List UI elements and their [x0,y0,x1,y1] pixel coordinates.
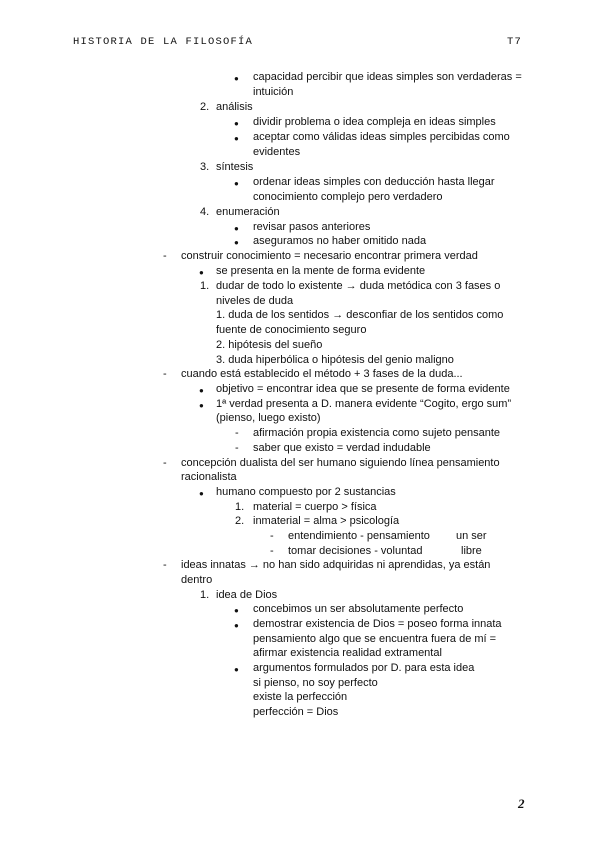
text-line: ideas innatas → no han sido adquiridas ni aprendidas, ya están [181,559,491,571]
text-line: ordenar ideas simples con deducción hasta llegar [253,176,495,188]
text-line: un ser [456,530,487,542]
text-line: niveles de duda [216,295,294,307]
text-line: tomar decisiones - voluntad [288,545,423,557]
dash-marker: - [235,427,239,439]
dash-marker: - [163,559,167,571]
text-line: racionalista [181,471,237,483]
text-line: 2. hipótesis del sueño [216,339,323,351]
number-marker: 2. [200,101,210,113]
bullet-marker: ● [234,74,239,83]
number-marker: 1. [200,280,210,292]
dash-marker: - [235,442,239,454]
bullet-marker: ● [234,179,239,188]
bullet-marker: ● [234,621,239,630]
text-line: dudar de todo lo existente → duda metódica con 3 fases o [216,280,501,292]
text-line: pensamiento algo que se encuentra fuera de mí = [253,633,497,645]
text-line: afirmación propia existencia como sujeto pensante [253,427,501,439]
document-header-title: HISTORIA DE LA FILOSOFÍA [73,36,254,48]
text-line: conocimiento complejo pero verdadero [253,191,443,203]
bullet-marker: ● [234,224,239,233]
text-line: intuición [253,86,294,98]
text-line: humano compuesto por 2 sustancias [216,486,396,498]
dash-marker: - [163,368,167,380]
text-line: análisis [216,101,253,113]
text-line: concepción dualista del ser humano siguiendo línea pensamiento [181,457,500,469]
dash-marker: - [270,545,274,557]
bullet-marker: ● [199,401,204,410]
text-line: si pienso, no soy perfecto [253,677,378,689]
text-line: dividir problema o idea compleja en ideas simples [253,116,496,128]
dash-marker: - [270,530,274,542]
number-marker: 1. [235,501,245,513]
text-line: enumeración [216,206,280,218]
text-line: evidentes [253,146,301,158]
text-line: demostrar existencia de Dios = poseo forma innata [253,618,502,630]
text-line: afirmar existencia realidad extramental [253,647,442,659]
text-line: 1ª verdad presenta a D. manera evidente “Cogito, ergo sum” [216,398,512,410]
text-line: entendimiento - pensamiento [288,530,430,542]
text-line: idea de Dios [216,589,278,601]
text-line: dentro [181,574,213,586]
text-line: síntesis [216,161,254,173]
text-line: 3. duda hiperbólica o hipótesis del genio maligno [216,354,454,366]
page-number: 2 [518,796,525,811]
text-line: perfección = Dios [253,706,339,718]
bullet-marker: ● [234,606,239,615]
text-line: 1. duda de los sentidos → desconfiar de los sentidos como [216,309,504,321]
text-line: saber que existo = verdad indudable [253,442,431,454]
text-line: se presenta en la mente de forma evidente [216,265,426,277]
text-line: inmaterial = alma > psicología [253,515,400,527]
bullet-marker: ● [199,268,204,277]
dash-marker: - [163,250,167,262]
bullet-marker: ● [234,665,239,674]
text-line: cuando está establecido el método + 3 fases de la duda... [181,368,463,380]
bullet-marker: ● [199,489,204,498]
text-line: existe la perfección [253,691,348,703]
number-marker: 2. [235,515,245,527]
number-marker: 1. [200,589,210,601]
number-marker: 4. [200,206,210,218]
bullet-marker: ● [199,386,204,395]
text-line: fuente de conocimiento seguro [216,324,367,336]
text-line: concebimos un ser absolutamente perfecto [253,603,464,615]
text-line: capacidad percibir que ideas simples son verdaderas = [253,71,522,83]
document-header-code: T7 [507,36,523,48]
text-line: (pienso, luego existo) [216,412,321,424]
number-marker: 3. [200,161,210,173]
text-line: revisar pasos anteriores [253,221,371,233]
text-line: argumentos formulados por D. para esta idea [253,662,475,674]
dash-marker: - [163,457,167,469]
text-line: construir conocimiento = necesario encontrar primera verdad [181,250,478,262]
text-line: objetivo = encontrar idea que se presente de forma evidente [216,383,510,395]
bullet-marker: ● [234,238,239,247]
text-line: aceptar como válidas ideas simples percibidas como [253,131,510,143]
bullet-marker: ● [234,134,239,143]
text-line: material = cuerpo > física [253,501,377,513]
text-line: libre [461,545,482,557]
text-line: aseguramos no haber omitido nada [253,235,427,247]
bullet-marker: ● [234,119,239,128]
